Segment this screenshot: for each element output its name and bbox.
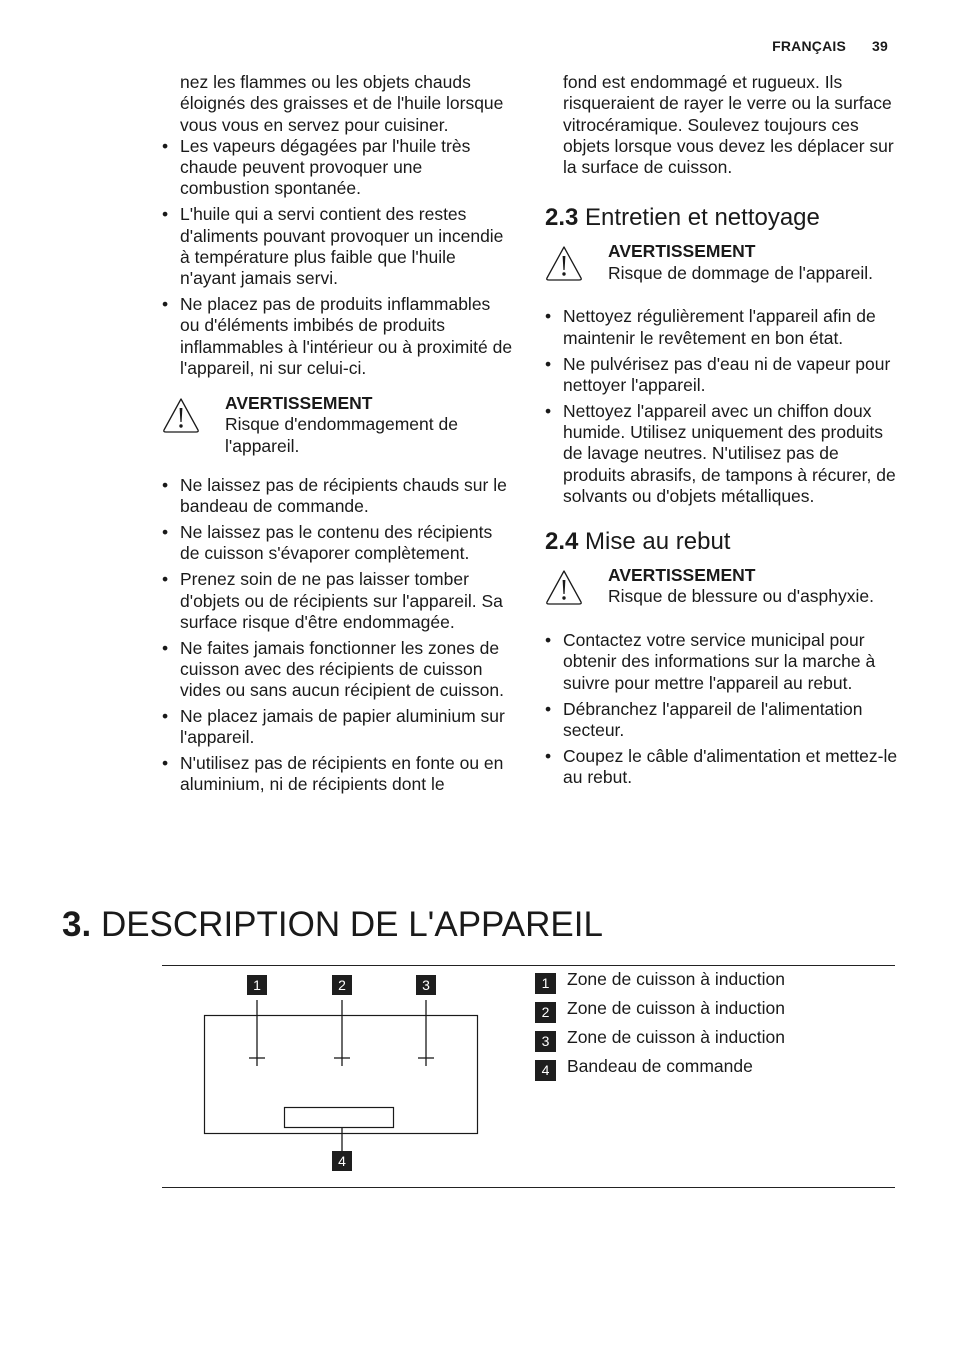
section-number: 2.3	[545, 204, 579, 232]
hob-outline	[205, 1016, 478, 1134]
chapter-heading: DESCRIPTION DE L'APPAREIL	[100, 905, 603, 944]
list-item: • Nettoyez régulièrement l'appareil afin de maintenir le revêtement en bon état.	[545, 306, 901, 349]
list-item: • Prenez soin de ne pas laisser tomber d'objets ou de récipients sur l'appareil. Sa surface risque d'être endommagée.	[162, 569, 514, 633]
disposal-bullet-list	[545, 630, 901, 788]
warning-block-disposal	[545, 565, 901, 613]
legend-text: Bandeau de commande	[567, 1056, 753, 1076]
cooking-zone-3-marker	[418, 1000, 434, 1066]
legend-text: Zone de cuisson à induction	[567, 1027, 785, 1047]
cooking-zone-1-marker	[249, 1000, 265, 1066]
legend-number: 1	[535, 973, 556, 994]
diagram-label-1: 1	[253, 977, 261, 993]
warning-triangle-icon	[162, 397, 200, 433]
list-item: • Les vapeurs dégagées par l'huile très chaude peuvent provoquer une combustion spontanée.	[162, 136, 514, 200]
warning-title: AVERTISSEMENT	[608, 241, 756, 262]
warning-text: Risque de dommage de l'appareil.	[608, 262, 874, 283]
legend-number: 2	[535, 1002, 556, 1023]
chapter-title	[62, 903, 603, 947]
left-bullet-list-2	[162, 475, 514, 796]
chapter-number: 3.	[62, 905, 92, 944]
list-item: • N'utilisez pas de récipients en fonte ou en aluminium, ni de récipients dont le	[162, 753, 514, 796]
warning-title: AVERTISSEMENT	[608, 565, 756, 586]
list-item: • Ne placez jamais de papier aluminium sur l'appareil.	[162, 706, 514, 749]
section-number: 2.4	[545, 528, 579, 556]
warning-block-damage	[162, 393, 514, 457]
list-item: • Ne pulvérisez pas d'eau ni de vapeur pour nettoyer l'appareil.	[545, 354, 901, 397]
warning-text: Risque d'endommagement de l'appareil.	[225, 414, 458, 456]
header-language: FRANÇAIS	[772, 38, 847, 54]
list-item: • Coupez le câble d'alimentation et mettez-le au rebut.	[545, 746, 901, 789]
legend-number: 4	[535, 1060, 556, 1081]
warning-text: Risque de blessure ou d'asphyxie.	[608, 586, 875, 607]
section-title-2-3	[545, 203, 901, 233]
section-title-2-4	[545, 527, 901, 557]
appliance-diagram	[162, 966, 522, 1186]
list-item: • Nettoyez l'appareil avec un chiffon doux humide. Utilisez uniquement des produits de lavage neutres. N'utilisez pas de produits abrasifs, de tampons à récurer, de solvants ou d'objets métalliques.	[545, 401, 901, 507]
diagram-label-2: 2	[338, 977, 346, 993]
list-item: • Ne laissez pas de récipients chauds sur le bandeau de commande.	[162, 475, 514, 518]
bottom-divider	[162, 1187, 895, 1188]
list-item: • Ne faites jamais fonctionner les zones de cuisson avec des récipients de cuisson vides ou sans aucun récipient de cuisson.	[162, 638, 514, 702]
legend-text: Zone de cuisson à induction	[567, 969, 785, 989]
warning-title: AVERTISSEMENT	[225, 393, 373, 414]
list-item: • Contactez votre service municipal pour obtenir des informations sur la marche à suivre pour mettre l'appareil au rebut.	[545, 630, 901, 694]
legend-text: Zone de cuisson à induction	[567, 998, 785, 1018]
list-item: • Ne placez pas de produits inflammables ou d'éléments imbibés de produits inflammables à l'intérieur ou à proximité de l'appareil, ni sur celui-ci.	[162, 294, 514, 379]
legend-number: 3	[535, 1031, 556, 1052]
left-column	[162, 72, 514, 800]
section-heading: Mise au rebut	[585, 528, 731, 556]
list-item: • L'huile qui a servi contient des restes d'aliments pouvant provoquer un incendie à température plus faible que l'huile n'ayant jamais servi.	[162, 204, 514, 289]
diagram-label-3: 3	[422, 977, 430, 993]
warning-triangle-icon	[545, 245, 583, 281]
left-bullet-list-1	[162, 136, 514, 379]
control-panel-outline	[285, 1108, 394, 1128]
list-item: • Ne laissez pas le contenu des récipients de cuisson s'évaporer complètement.	[162, 522, 514, 565]
warning-block-maintenance	[545, 241, 901, 289]
page-header	[772, 38, 888, 54]
list-item: • Débranchez l'appareil de l'alimentation secteur.	[545, 699, 901, 742]
warning-triangle-icon	[545, 569, 583, 605]
maintenance-bullet-list	[545, 306, 901, 507]
right-continuation-text: fond est endommagé et rugueux. Ils risqueraient de rayer le verre ou la surface vitrocéramique. Soulevez toujours ces objets lorsque vous devez les déplacer sur la surface de cuisson.	[563, 72, 894, 178]
right-column	[545, 72, 901, 793]
section-heading: Entretien et nettoyage	[585, 204, 820, 232]
cooking-zone-2-marker	[334, 1000, 350, 1066]
diagram-label-4: 4	[338, 1153, 346, 1169]
left-continuation-text: nez les flammes ou les objets chauds éloignés des graisses et de l'huile lorsque vous vous en servez pour cuisiner.	[180, 72, 504, 135]
page-number: 39	[872, 38, 888, 54]
